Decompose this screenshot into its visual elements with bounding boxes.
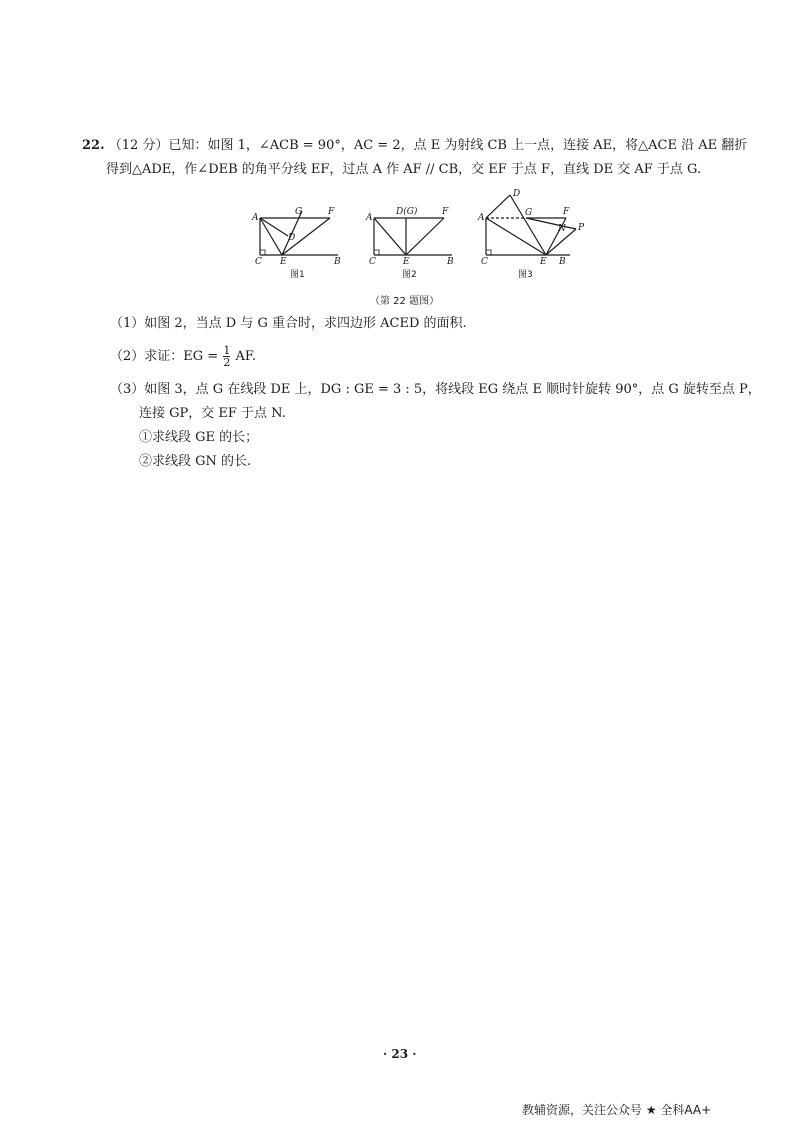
fig3-label-d: D: [513, 189, 521, 199]
fig3-label-b: B: [559, 257, 566, 267]
figure-3: [474, 187, 594, 281]
problem-number: 22.: [82, 138, 105, 153]
part-2-fraction-numerator: 1: [223, 344, 231, 357]
fig2-label-f: F: [442, 207, 449, 217]
fig3-label-e: E: [540, 257, 547, 267]
footer-note: 教辅资源，关注公众号 ★ 全科AA+: [522, 1103, 712, 1117]
fig2-segment-ae: [374, 218, 406, 255]
fig3-label-a: A: [478, 213, 485, 223]
part-2-fraction-denominator: 2: [223, 356, 231, 369]
fig3-caption: 图3: [518, 270, 533, 280]
problem-score: （12 分）: [108, 138, 169, 153]
problem-intro-line2: 得到△ADE，作∠DEB 的角平分线 EF，过点 A 作 AF // CB，交 EF 于点 F，直线 DE 交 AF 于点 G.: [106, 162, 702, 177]
part-2: [110, 345, 256, 368]
figure-1: [250, 203, 350, 281]
fig2-segment-ef: [406, 218, 444, 255]
fig1-caption: 图1: [290, 270, 305, 280]
part-3-sub1: ①求线段 GE 的长；: [139, 430, 259, 445]
fig2-right-angle: [374, 250, 379, 255]
part-2-fraction: [223, 345, 230, 368]
fig3-segment-ad: [486, 195, 510, 218]
fig1-label-e: E: [280, 257, 287, 267]
fig1-label-c: C: [255, 257, 262, 267]
fig3-right-angle: [486, 250, 491, 255]
fig2-label-a: A: [366, 213, 373, 223]
fig3-segment-de: [510, 195, 546, 255]
fig3-label-c: C: [481, 257, 488, 267]
fig2-label-dg: D(G): [396, 207, 418, 217]
part-2-prefix: （2）求证：EG =: [110, 349, 219, 364]
part-3-line2: 连接 GP，交 EF 于点 N.: [139, 406, 286, 421]
fig3-segment-ae: [486, 218, 546, 255]
figure-2: [364, 203, 460, 281]
fig1-segment-ae: [260, 218, 282, 255]
part-1: （1）如图 2，当点 D 与 G 重合时，求四边形 ACED 的面积.: [110, 316, 467, 331]
fig3-segment-gp: [526, 218, 576, 229]
fig1-label-b: B: [334, 257, 341, 267]
problem-intro-text1: 已知：如图 1，∠ACB = 90°，AC = 2，点 E 为射线 CB 上一点，连接 AE，将△ACE 沿 AE 翻折: [168, 138, 748, 153]
fig2-label-b: B: [447, 257, 454, 267]
fig3-label-p: P: [578, 223, 585, 233]
fig2-label-e: E: [403, 257, 410, 267]
page-number: · 23 ·: [383, 1047, 417, 1061]
fig1-label-d: D: [288, 233, 296, 243]
fig1-label-g: G: [295, 207, 303, 217]
part-2-suffix: AF.: [235, 349, 256, 364]
part-3-sub2: ②求线段 GN 的长.: [139, 454, 252, 469]
figure-group-caption: （第 22 题图）: [370, 296, 440, 307]
fig1-right-angle: [260, 250, 265, 255]
part-3-line1: （3）如图 3，点 G 在线段 DE 上，DG : GE = 3 : 5，将线段 EG 绕点 E 顺时针旋转 90°，点 G 旋转至点 P，: [110, 382, 761, 397]
fig1-segment-ad: [260, 218, 288, 236]
fig2-label-c: C: [369, 257, 376, 267]
problem-intro-line1: [82, 137, 747, 155]
fig3-label-n: N: [558, 224, 566, 234]
fig3-label-f: F: [563, 207, 570, 217]
fig2-caption: 图2: [402, 270, 417, 280]
fig1-label-f: F: [328, 207, 335, 217]
fig1-label-a: A: [252, 213, 259, 223]
fig3-label-g: G: [525, 208, 533, 218]
